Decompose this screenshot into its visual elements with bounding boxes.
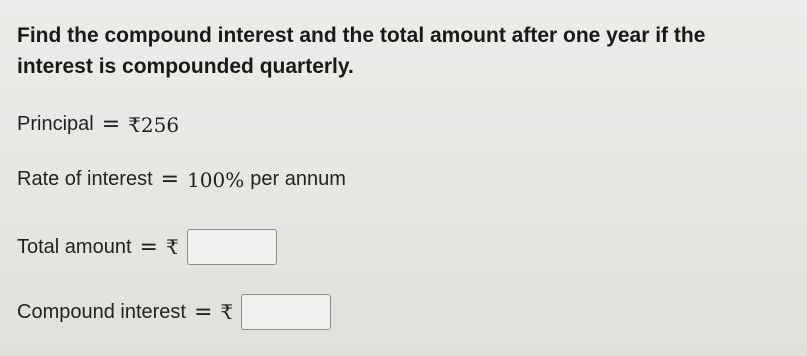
total-amount-label: Total amount — [17, 235, 132, 258]
rate-equals: = — [160, 167, 180, 192]
compound-interest-input[interactable] — [241, 294, 331, 330]
compound-interest-currency: ₹ — [220, 300, 234, 324]
principal-currency: ₹ — [128, 112, 141, 137]
rate-value: 100% — [187, 167, 245, 192]
question-text: Find the compound interest and the total amount after one year if the interest is compounded quarterly. — [17, 24, 706, 78]
rate-label: Rate of interest — [17, 168, 153, 190]
compound-interest-equals: = — [193, 299, 213, 325]
total-amount-currency: ₹ — [165, 235, 179, 259]
total-amount-equals: = — [139, 234, 158, 260]
rate-suffix: per annum — [250, 168, 346, 190]
principal-value: 256 — [140, 112, 180, 137]
total-amount-input[interactable] — [187, 229, 277, 265]
compound-interest-row — [17, 294, 331, 330]
rate-row — [17, 167, 346, 192]
principal-label: Principal — [17, 113, 94, 135]
total-amount-row — [17, 229, 277, 265]
principal-row — [17, 112, 179, 137]
principal-equals: = — [101, 112, 121, 137]
compound-interest-label: Compound interest — [17, 300, 186, 323]
